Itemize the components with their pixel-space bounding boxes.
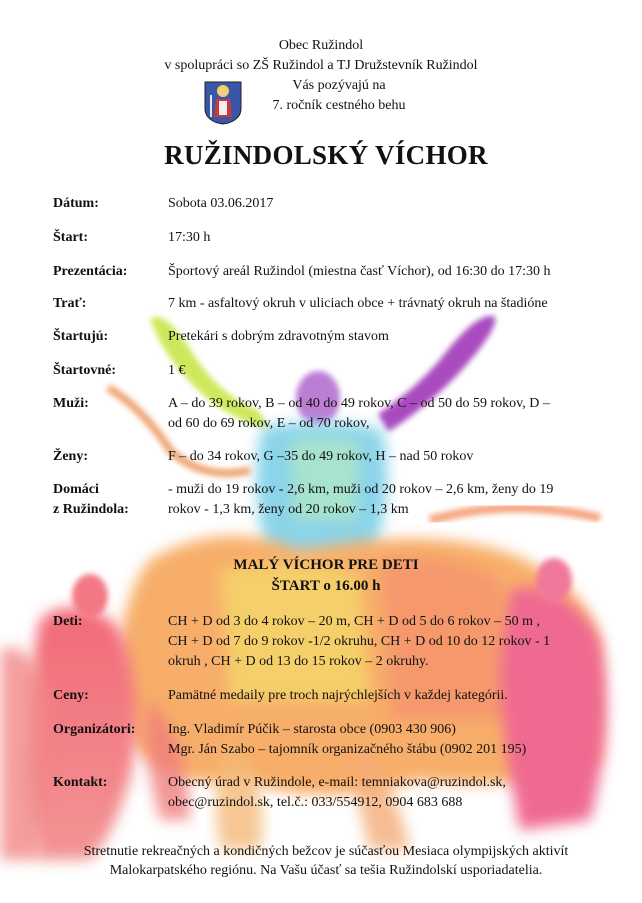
women-label: Ženy: [53,449,88,464]
kids-race-start: ŠTART o 16.00 h [271,578,381,594]
header-edition: 7. ročník cestného behu [272,98,406,113]
header-organizer: Obec Ružindol [278,38,364,53]
coat-of-arms-icon [204,81,242,125]
contact-label: Kontakt: [53,775,108,790]
header-invite: Vás pozývajú na [292,78,386,93]
date-value: Sobota 03.06.2017 [168,196,274,211]
fee-value: 1 € [168,363,186,378]
kids-label: Deti: [53,614,83,629]
start-value: 17:30 h [168,230,211,245]
track-value: 7 km - asfaltový okruh v uliciach obce + trávnatý okruh na štadióne [168,296,548,311]
kids-race-title: MALÝ VÍCHOR PRE DETI [233,557,419,573]
locals-categories-line2: rokov - 1,3 km, ženy od 20 rokov – 1,3 km [168,502,409,517]
fee-label: Štartovné: [53,363,116,378]
registration-value: Športový areál Ružindol (miestna časť Víchor), od 16:30 do 17:30 h [168,264,551,279]
women-categories: F – do 34 rokov, G –35 do 49 rokov, H – nad 50 rokov [168,449,474,464]
prizes-value: Pamätné medaily pre troch najrýchlejších v každej kategórii. [168,688,508,703]
participants-value: Pretekári s dobrým zdravotným stavom [168,329,389,344]
organizers-label: Organizátori: [53,722,136,737]
prizes-label: Ceny: [53,688,89,703]
locals-label-line1: Domáci [53,482,99,497]
locals-label-line2: z Ružindola: [53,502,129,517]
participants-label: Štartujú: [53,329,109,344]
kids-categories-line2: CH + D od 7 do 9 rokov -1/2 okruhu, CH + D od 10 do 12 rokov - 1 [168,634,551,649]
date-label: Dátum: [53,196,99,211]
men-categories-line1: A – do 39 rokov, B – od 40 do 49 rokov, C – od 50 do 59 rokov, D – [168,396,550,411]
organizer-1: Ing. Vladimír Púčik – starosta obce (0903 430 906) [168,722,456,737]
contact-line1: Obecný úrad v Ružindole, e-mail: temniakova@ruzindol.sk, [168,775,506,790]
kids-categories-line3: okruh , CH + D od 13 do 15 rokov – 2 okruhy. [168,654,429,669]
organizer-2: Mgr. Ján Szabo – tajomník organizačného štábu (0902 201 195) [168,742,527,757]
registration-label: Prezentácia: [53,264,128,279]
men-label: Muži: [53,396,89,411]
start-label: Štart: [53,230,88,245]
locals-categories-line1: - muži do 19 rokov - 2,6 km, muži od 20 rokov – 2,6 km, ženy do 19 [168,482,554,497]
kids-categories-line1: CH + D od 3 do 4 rokov – 20 m, CH + D od 5 do 6 rokov – 50 m , [168,614,541,629]
men-categories-line2: od 60 do 69 rokov, E – od 70 rokov, [168,416,370,431]
track-label: Trať: [53,296,87,311]
footer-line2: Malokarpatského regiónu. Na Vašu účasť sa tešia Ružindolskí usporiadatelia. [109,863,543,878]
contact-line2: obec@ruzindol.sk, tel.č.: 033/554912, 0904 683 688 [168,795,463,810]
event-title: RUŽINDOLSKÝ VÍCHOR [164,140,488,170]
header-partners: v spolupráci so ZŠ Ružindol a TJ Družstevník Ružindol [164,58,478,73]
footer-line1: Stretnutie rekreačných a kondičných bežcov je súčasťou Mesiaca olympijských aktivít [83,844,569,859]
